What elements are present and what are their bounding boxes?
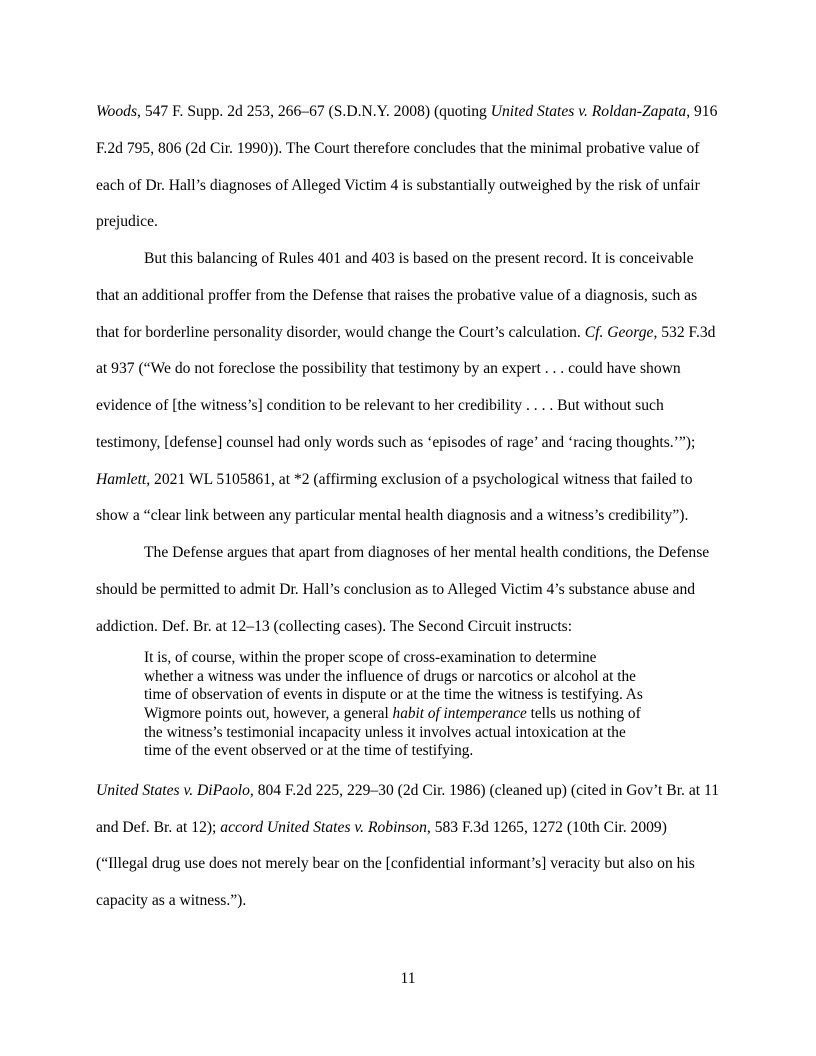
text-run: , 2021 WL 5105861, at *2 (affirming exclusion of a psychological witness that failed to show a “clear link between any particular mental health diagnosis and a witness’s credibility”).: [96, 470, 693, 525]
block-quote-line: [144, 686, 672, 705]
italic-citation-text: Hamlett: [96, 470, 147, 488]
text-run: The Defense argues that apart from diagnoses of her mental health conditions, the Defense should be permitted to admit Dr. Hall’s conclusion as to Alleged Victim 4’s substance abuse and addiction. Def. Br. at 12–13 (collecting cases). The Second Circuit instructs:: [96, 544, 710, 635]
text-run: , 583 F.3d 1265, 1272 (10th Cir. 2009) (“Illegal drug use does not merely bear on the [confidential informant’s] veracity but also on his capacity as a witness.”).: [96, 818, 695, 910]
block-quote-line: [144, 705, 672, 724]
block-quote-line: [144, 724, 672, 743]
text-run: , 916 F.2d 795, 806 (2d Cir. 1990)). The Court therefore concludes that the minimal probative value of each of Dr. Hall’s diagnoses of Alleged Victim 4 is substantially outweighed by the risk of unfair prejudice.: [96, 103, 718, 231]
document-body: [96, 94, 720, 920]
paragraph-defense-argues: [96, 535, 720, 645]
paragraph-dipaolo-citation: [96, 773, 720, 920]
text-run: time of the event observed or at the time of testifying.: [144, 742, 474, 760]
block-quote-line: [144, 649, 672, 668]
italic-citation-text: Cf. George: [584, 323, 654, 341]
text-run: But this balancing of Rules 401 and 403 is based on the present record. It is conceivable that an additional proffer from the Defense that raises the probative value of a diagnosis, such as that for borderline personality disorder, would change the Court’s calculation.: [96, 250, 698, 341]
text-run: the witness’s testimonial incapacity unless it involves actual intoxication at the: [144, 723, 626, 741]
italic-citation-text: United States v. Roldan-Zapata: [490, 103, 687, 120]
block-quote-line: [144, 668, 672, 687]
text-run: tells us nothing of: [526, 705, 641, 723]
block-quote-line: [144, 742, 672, 761]
paragraph-balancing-rules: [96, 241, 720, 535]
italic-citation-text: Woods: [96, 103, 138, 120]
text-run: Wigmore points out, however, a general: [144, 705, 393, 723]
block-quote: [96, 645, 672, 773]
text-run: time of observation of events in dispute or at the time the witness is testifying. As: [144, 686, 643, 704]
text-run: , 532 F.3d at 937 (“We do not foreclose the possibility that testimony by an expert . . . could have shown evidence of [the witness’s] condition to be relevant to her credibility . . . . But without such testimony, [defense] counsel had only words such as ‘episodes of rage’ and ‘racing thoughts.’”);: [96, 323, 716, 451]
page-number: 11: [400, 970, 416, 987]
italic-citation-text: habit of intemperance: [392, 705, 527, 723]
italic-citation-text: accord United States v. Robinson: [220, 818, 427, 836]
italic-citation-text: United States v. DiPaolo: [96, 781, 250, 799]
text-run: , 547 F. Supp. 2d 253, 266–67 (S.D.N.Y. 2008) (quoting: [137, 103, 491, 120]
text-run: whether a witness was under the influence of drugs or narcotics or alcohol at the: [144, 667, 636, 685]
text-run: , 804 F.2d 225, 229–30 (2d Cir. 1986) (cleaned up) (cited in Gov’t Br. at 11 and Def. Br. at 12);: [96, 781, 719, 836]
paragraph-woods-citation: [96, 94, 720, 241]
text-run: It is, of course, within the proper scope of cross-examination to determine: [144, 649, 597, 667]
